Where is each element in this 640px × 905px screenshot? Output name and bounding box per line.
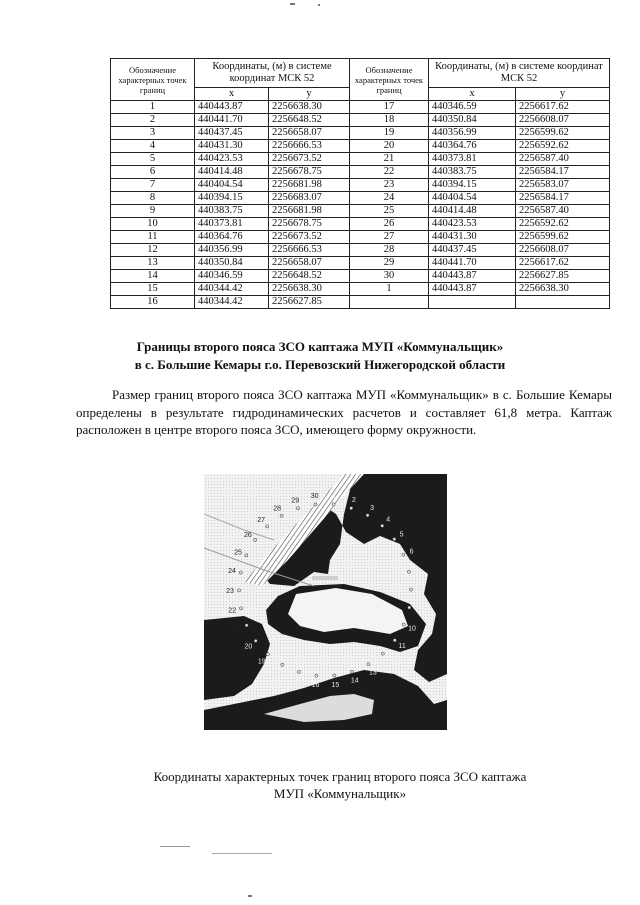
title-line-1: Границы второго пояса ЗСО каптажа МУП «Коммунальщик» — [136, 339, 504, 354]
figure-caption — [100, 768, 580, 802]
boundary-point-label: 3 — [370, 505, 375, 512]
coord-y: 2256617.62 — [516, 101, 610, 114]
boundary-point — [315, 674, 318, 677]
coord-x: 440394.15 — [429, 179, 516, 192]
boundary-point — [237, 589, 240, 592]
coord-x: 440431.30 — [195, 140, 269, 153]
coord-y: 2256648.52 — [269, 270, 350, 283]
boundary-point-label: 4 — [386, 516, 391, 524]
coord-y: 2256608.07 — [516, 114, 610, 127]
coord-x: 440364.76 — [429, 140, 516, 153]
header-y-right: y — [516, 88, 610, 101]
boundary-point — [245, 624, 248, 627]
point-number: 15 — [111, 283, 195, 296]
zone-map-figure — [204, 474, 447, 730]
coord-y: 2256678.75 — [269, 218, 350, 231]
table-row — [111, 101, 610, 114]
boundary-point — [402, 623, 405, 626]
point-number: 3 — [111, 127, 195, 140]
boundary-point-label: 29 — [291, 497, 300, 505]
boundary-point — [333, 674, 336, 677]
coord-x: 440441.70 — [195, 114, 269, 127]
point-number — [350, 296, 429, 309]
boundary-point-label: 11 — [398, 643, 406, 650]
header-coordinates: Координаты, (м) в системе координат МСК 52 — [195, 59, 350, 88]
header-point-designation-right: Обозначение характерных точек границ — [350, 59, 429, 101]
table-row — [111, 153, 610, 166]
section-title — [60, 338, 580, 374]
coord-x: 440356.99 — [195, 244, 269, 257]
coord-x: 440443.87 — [429, 283, 516, 296]
coord-x: 440404.54 — [429, 192, 516, 205]
point-number: 8 — [111, 192, 195, 205]
coord-x: 440443.87 — [429, 270, 516, 283]
point-number: 11 — [111, 231, 195, 244]
point-number: 20 — [350, 140, 429, 153]
scan-speck — [290, 3, 295, 5]
table-row — [111, 205, 610, 218]
coord-y: 2256627.85 — [269, 296, 350, 309]
point-number: 14 — [111, 270, 195, 283]
coord-y: 2256673.52 — [269, 231, 350, 244]
zone-map — [204, 474, 447, 730]
point-number: 1 — [350, 283, 429, 296]
boundary-point — [408, 606, 411, 609]
coord-x: 440350.84 — [195, 257, 269, 270]
boundary-point-label: 25 — [234, 549, 242, 557]
coord-y: 2256648.52 — [269, 114, 350, 127]
table-row — [111, 166, 610, 179]
boundary-point — [393, 538, 396, 541]
coord-y: 2256681.98 — [269, 205, 350, 218]
boundary-point-label: 24 — [228, 568, 236, 576]
point-number: 12 — [111, 244, 195, 257]
coord-y: 2256658.07 — [269, 127, 350, 140]
point-number: 5 — [111, 153, 195, 166]
point-number: 26 — [350, 218, 429, 231]
boundary-point-label: 18 — [274, 670, 282, 677]
coord-y: 2256608.07 — [516, 244, 610, 257]
boundary-point-label: 17 — [292, 678, 300, 685]
boundary-point — [266, 525, 269, 528]
coord-y: 2256678.75 — [269, 166, 350, 179]
coord-y: 2256681.98 — [269, 179, 350, 192]
boundary-point-label: 22 — [228, 607, 237, 615]
boundary-point-label: 21 — [234, 626, 243, 634]
boundary-point — [254, 639, 257, 642]
boundary-point — [296, 507, 299, 510]
point-number: 4 — [111, 140, 195, 153]
coord-x: 440373.81 — [195, 218, 269, 231]
boundary-point-label: 16 — [311, 682, 320, 689]
table-row — [111, 114, 610, 127]
point-number: 2 — [111, 114, 195, 127]
map-center-marker — [312, 576, 338, 580]
coord-x: 440373.81 — [429, 153, 516, 166]
point-number: 17 — [350, 101, 429, 114]
coord-y: 2256599.62 — [516, 231, 610, 244]
table-row — [111, 192, 610, 205]
coord-y: 2256666.53 — [269, 140, 350, 153]
boundary-point-label: 26 — [244, 532, 252, 539]
boundary-point-label: 23 — [226, 587, 234, 595]
coord-x: 440414.48 — [429, 205, 516, 218]
coord-y: 2256638.30 — [269, 101, 350, 114]
coord-x: 440364.76 — [195, 231, 269, 244]
coord-y: 2256592.62 — [516, 218, 610, 231]
boundary-point-label: 30 — [310, 493, 319, 501]
coord-x: 440394.15 — [195, 192, 269, 205]
table-header-row — [111, 59, 610, 88]
coord-y: 2256638.30 — [269, 283, 350, 296]
header-point-designation: Обозначение характерных точек границ — [111, 59, 195, 101]
coord-y: 2256617.62 — [516, 257, 610, 270]
coord-y: 2256666.53 — [269, 244, 350, 257]
boundary-point — [367, 663, 370, 666]
table-row — [111, 244, 610, 257]
boundary-point-label: 19 — [257, 658, 266, 666]
coord-x: 440346.59 — [195, 270, 269, 283]
boundary-point — [409, 588, 412, 591]
coord-y: 2256587.40 — [516, 153, 610, 166]
table-row — [111, 179, 610, 192]
coord-x: 440404.54 — [195, 179, 269, 192]
coord-y — [516, 296, 610, 309]
coord-x: 440441.70 — [429, 257, 516, 270]
coordinates-table — [110, 58, 610, 309]
boundary-point — [350, 670, 353, 673]
scan-speck — [212, 853, 272, 854]
coord-y: 2256584.17 — [516, 166, 610, 179]
boundary-point — [366, 514, 369, 517]
boundary-point — [332, 503, 335, 506]
coord-x: 440431.30 — [429, 231, 516, 244]
point-number: 29 — [350, 257, 429, 270]
table-row — [111, 231, 610, 244]
table-row — [111, 140, 610, 153]
coord-x: 440350.84 — [429, 114, 516, 127]
coord-x: 440414.48 — [195, 166, 269, 179]
boundary-point-label: 1 — [332, 493, 337, 500]
boundary-point-label: 2 — [351, 497, 356, 504]
point-number: 25 — [350, 205, 429, 218]
boundary-point — [381, 652, 384, 655]
boundary-point-label: 13 — [369, 669, 377, 677]
boundary-point — [254, 538, 257, 541]
coord-x: 440383.75 — [195, 205, 269, 218]
boundary-point — [297, 670, 300, 673]
coord-y: 2256658.07 — [269, 257, 350, 270]
boundary-point-label: 6 — [409, 548, 414, 556]
table-row — [111, 296, 610, 309]
point-number: 10 — [111, 218, 195, 231]
boundary-point-label: 10 — [408, 625, 416, 633]
boundary-point-label: 7 — [415, 567, 420, 575]
point-number: 19 — [350, 127, 429, 140]
coord-y: 2256673.52 — [269, 153, 350, 166]
coord-y: 2256583.07 — [516, 179, 610, 192]
header-y: y — [269, 88, 350, 101]
point-number: 22 — [350, 166, 429, 179]
boundary-point — [350, 507, 353, 510]
table-row — [111, 257, 610, 270]
point-number: 27 — [350, 231, 429, 244]
coord-y: 2256683.07 — [269, 192, 350, 205]
point-number: 24 — [350, 192, 429, 205]
point-number: 13 — [111, 257, 195, 270]
point-number: 1 — [111, 101, 195, 114]
coord-y: 2256599.62 — [516, 127, 610, 140]
boundary-point — [402, 553, 405, 556]
boundary-point — [381, 524, 384, 527]
scan-speck — [160, 846, 190, 847]
boundary-point-label: 27 — [257, 517, 265, 525]
header-x-right: x — [429, 88, 516, 101]
coord-x: 440383.75 — [429, 166, 516, 179]
point-number: 30 — [350, 270, 429, 283]
point-number: 18 — [350, 114, 429, 127]
point-number: 7 — [111, 179, 195, 192]
coord-x: 440346.59 — [429, 101, 516, 114]
boundary-point — [314, 503, 317, 506]
scan-speck — [318, 4, 320, 6]
point-number: 6 — [111, 166, 195, 179]
table-row — [111, 283, 610, 296]
table-row — [111, 270, 610, 283]
boundary-point — [407, 570, 410, 573]
coord-y: 2256592.62 — [516, 140, 610, 153]
boundary-point — [239, 571, 242, 574]
coord-x: 440344.42 — [195, 283, 269, 296]
boundary-point-label: 20 — [244, 643, 253, 651]
boundary-point-label: 15 — [331, 681, 340, 689]
boundary-point-label: 5 — [399, 531, 404, 539]
coord-y: 2256584.17 — [516, 192, 610, 205]
header-coordinates-right: Координаты, (м) в системе координат МСК 52 — [429, 59, 610, 88]
coord-x: 440437.45 — [429, 244, 516, 257]
table-row — [111, 127, 610, 140]
scan-speck — [248, 895, 252, 897]
boundary-point — [281, 663, 284, 666]
coord-x: 440356.99 — [429, 127, 516, 140]
point-number: 21 — [350, 153, 429, 166]
point-number: 16 — [111, 296, 195, 309]
boundary-point — [266, 653, 269, 656]
coord-y: 2256627.85 — [516, 270, 610, 283]
coord-x — [429, 296, 516, 309]
point-number: 23 — [350, 179, 429, 192]
coord-y: 2256587.40 — [516, 205, 610, 218]
boundary-point — [280, 514, 283, 517]
caption-line-2: МУП «Коммунальщик» — [273, 786, 407, 801]
title-line-2: в с. Большие Кемары г.о. Перевозский Нижегородской области — [134, 357, 506, 372]
coord-x: 440443.87 — [195, 101, 269, 114]
boundary-point-label: 28 — [273, 505, 281, 513]
body-paragraph: Размер границ второго пояса ЗСО каптажа МУП «Коммунальщик» в с. Большие Кемары определены в результате гидродинамических расчетов и составляет 61,8 метра. Каптаж расположен в центре второго пояса ЗСО, имеющего форму окружности. — [76, 387, 612, 437]
boundary-point — [239, 607, 242, 610]
coord-y: 2256638.30 — [516, 283, 610, 296]
coord-x: 440344.42 — [195, 296, 269, 309]
boundary-point-label: 9 — [416, 606, 420, 614]
point-number: 28 — [350, 244, 429, 257]
caption-line-1: Координаты характерных точек границ второго пояса ЗСО каптажа — [153, 769, 527, 784]
header-x: x — [195, 88, 269, 101]
coord-x: 440423.53 — [429, 218, 516, 231]
boundary-point — [393, 639, 396, 642]
table-row — [111, 218, 610, 231]
coord-x: 440423.53 — [195, 153, 269, 166]
coord-x: 440437.45 — [195, 127, 269, 140]
boundary-point-label: 8 — [418, 587, 422, 595]
point-number: 9 — [111, 205, 195, 218]
boundary-point-label: 14 — [350, 677, 359, 685]
boundary-point-label: 12 — [385, 657, 393, 665]
boundary-point — [245, 554, 248, 557]
